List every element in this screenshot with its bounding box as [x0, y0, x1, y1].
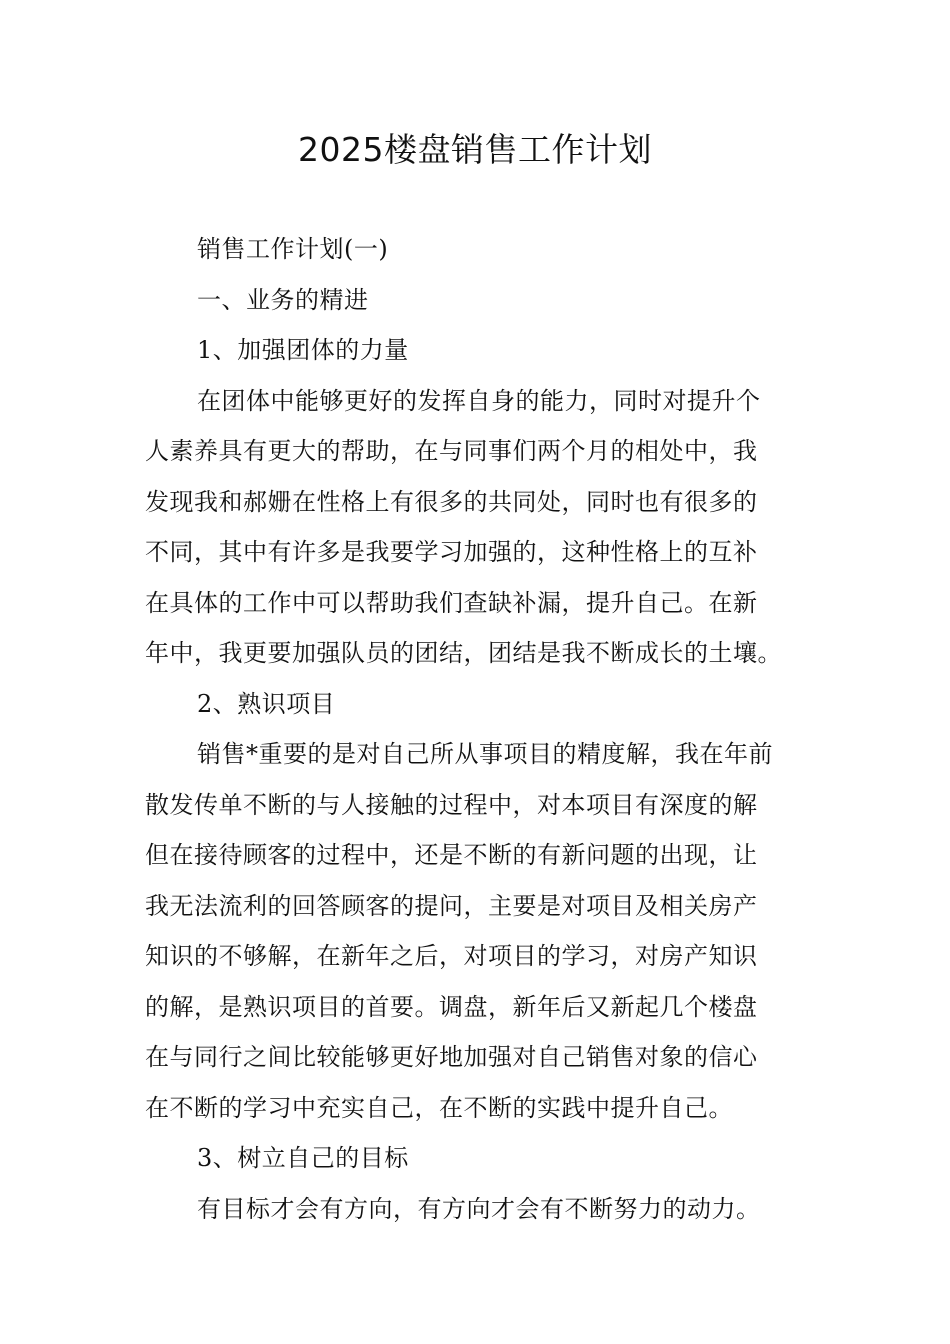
paragraph-line: 散发传单不断的与人接触的过程中，对本项目有深度的解 [145, 790, 758, 819]
paragraph-line: 在与同行之间比较能够更好地加强对自己销售对象的信心 [145, 1043, 758, 1071]
paragraph-line: 但在接待顾客的过程中，还是不断的有新问题的出现，让 [145, 841, 758, 869]
item-heading: 3、树立自己的目标 [197, 1144, 409, 1172]
item-heading: 1、加强团体的力量 [197, 336, 409, 364]
paragraph-line: 知识的不够解，在新年之后，对项目的学习，对房产知识 [145, 942, 758, 970]
paragraph-line: 在不断的学习中充实自己，在不断的实践中提升自己。 [145, 1093, 733, 1122]
paragraph-line: 的解，是熟识项目的首要。调盘，新年后又新起几个楼盘 [145, 992, 758, 1021]
paragraph-line: 人素养具有更大的帮助，在与同事们两个月的相处中，我 [145, 437, 758, 465]
section-heading: 销售工作计划(一) [197, 235, 389, 263]
document-title: 2025楼盘销售工作计划 [298, 130, 652, 169]
item-heading: 2、熟识项目 [197, 689, 336, 718]
paragraph-line: 销售*重要的是对自己所从事项目的精度解，我在年前 [197, 740, 773, 768]
paragraph-line: 不同，其中有许多是我要学习加强的，这种性格上的互补 [145, 538, 758, 566]
document-body [145, 224, 807, 1234]
paragraph-line: 年中，我更要加强队员的团结，团结是我不断成长的土壤。 [145, 639, 782, 667]
paragraph-line: 在团体中能够更好的发挥自身的能力，同时对提升个 [197, 386, 761, 415]
paragraph-line: 我无法流利的回答顾客的提问，主要是对项目及相关房产 [145, 891, 758, 920]
paragraph-line: 有目标才会有方向，有方向才会有不断努力的动力。 [197, 1194, 761, 1223]
paragraph-line: 在具体的工作中可以帮助我们查缺补漏，提升自己。在新 [145, 588, 758, 617]
paragraph-line: 发现我和郝姗在性格上有很多的共同处，同时也有很多的 [145, 487, 758, 516]
subsection-heading: 一、业务的精进 [197, 285, 369, 314]
